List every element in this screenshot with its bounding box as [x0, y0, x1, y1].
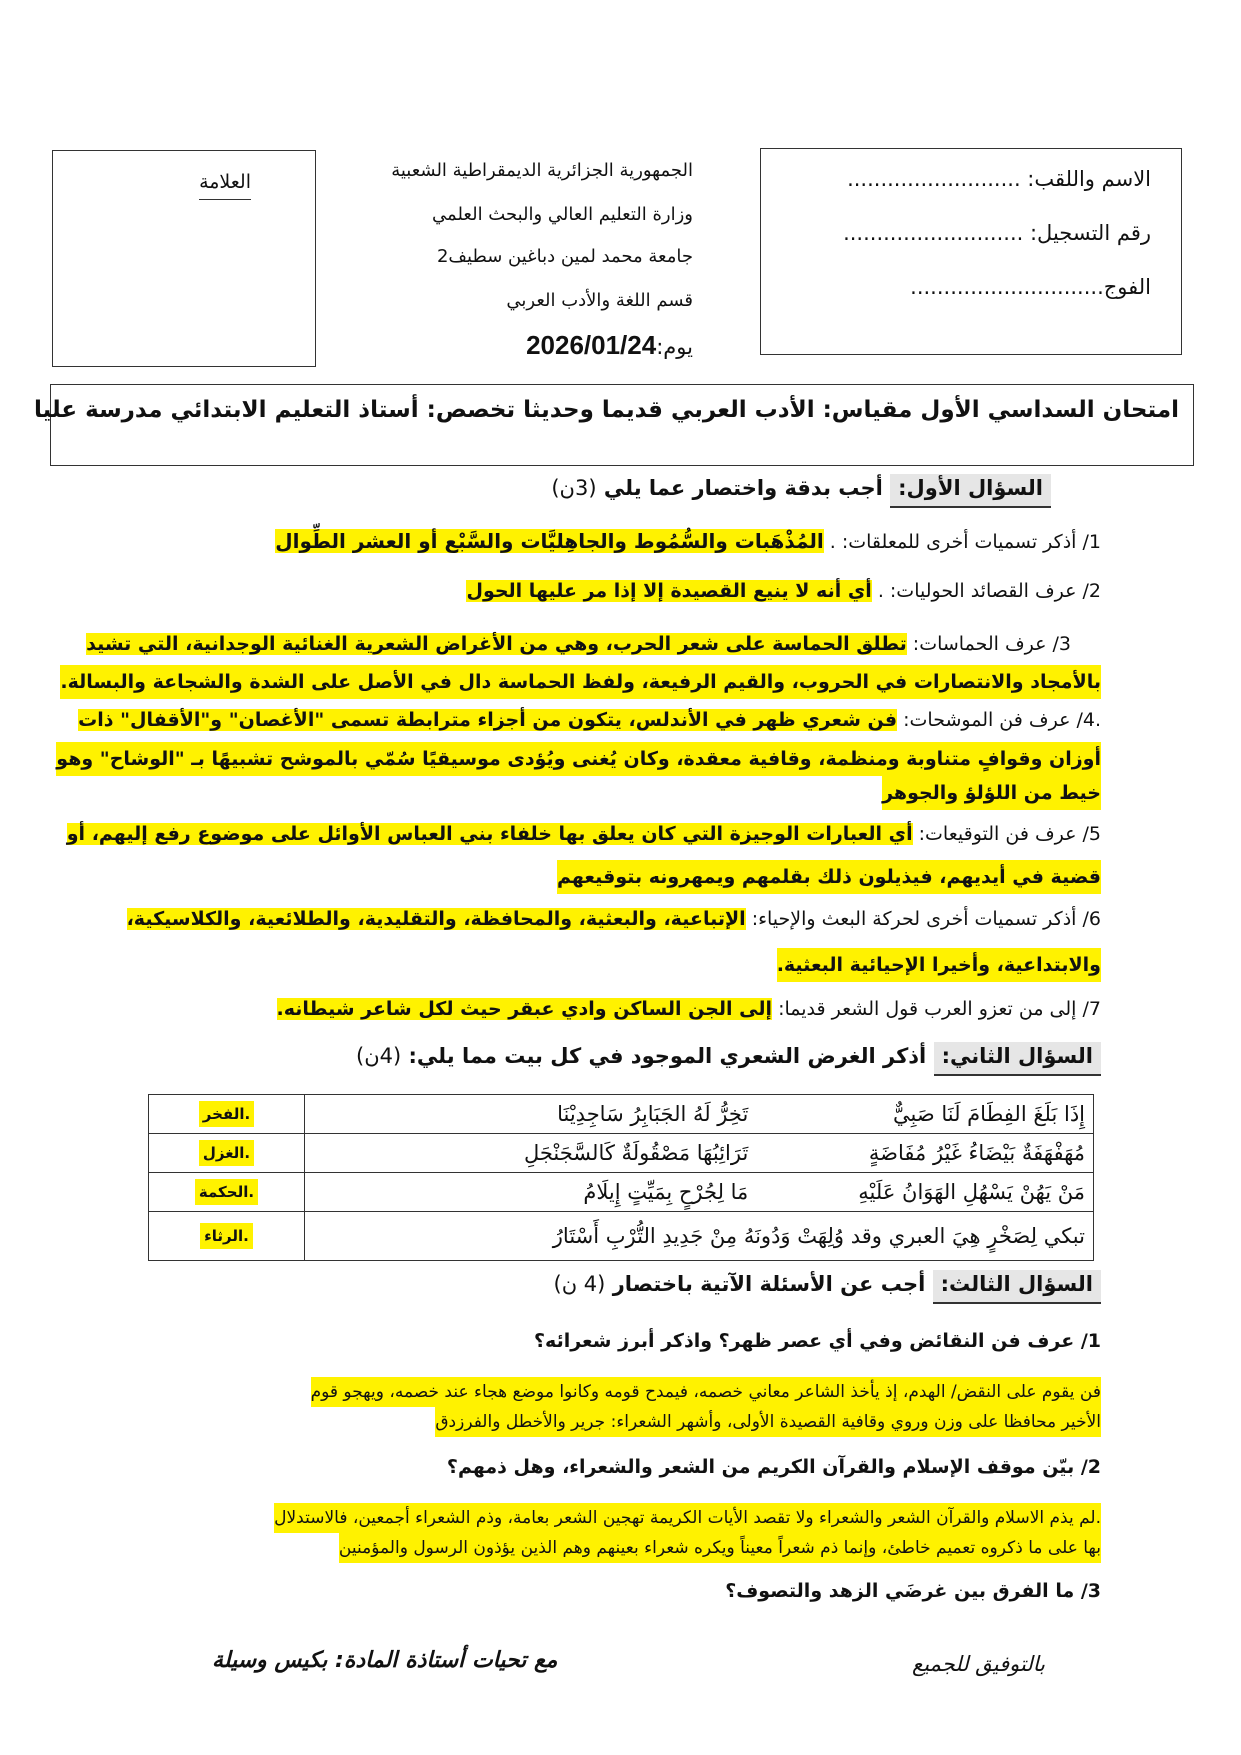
institution-line-1: الجمهورية الجزائرية الديمقراطية الشعبية — [391, 160, 693, 181]
poem-purpose: .الرثاء — [200, 1223, 253, 1249]
q1-item-7-answer: إلى الجن الساكن وادي عبقر حيث لكل شاعر شيطانه. — [276, 998, 773, 1020]
poem-purpose: .الغزل — [199, 1140, 254, 1166]
q1-item-3 — [86, 627, 1071, 661]
q2-label: السؤال الثاني: — [934, 1042, 1101, 1076]
registration-field[interactable]: رقم التسجيل: ........................... — [843, 221, 1151, 245]
q1-item-1-answer: المُذْهَبات والسُّمُوط والجاهِليَّات والسَّبْع أو العشر الطِّوال — [275, 529, 824, 553]
q1-item-6 — [127, 902, 1101, 936]
q1-item-4-answer: فن شعري ظهر في الأندلس، يتكون من أجزاء مترابطة تسمى "الأغصان" و"الأقفال" ذات — [78, 709, 898, 731]
closing-wish: بالتوفيق للجميع — [912, 1652, 1045, 1676]
q1-item-7-question: 7/ إلى من تعزو العرب قول الشعر قديما: — [778, 998, 1101, 1020]
poem-row — [149, 1173, 1094, 1212]
q3-points: (4 ن) — [553, 1272, 606, 1296]
poem-verse — [305, 1095, 1094, 1134]
q1-item-1 — [275, 524, 1101, 559]
poem-purpose-cell — [149, 1134, 305, 1173]
poem-purpose: .الحكمة — [195, 1179, 258, 1205]
poem-hemistich-1: إِذَا بَلَغَ الفِطَامَ لَنَا صَبِيٌّ — [893, 1102, 1085, 1126]
q2-instruction: أذكر الغرض الشعري الموجود في كل بيت مما يلي: — [408, 1044, 927, 1068]
q3-answer-1-line-1: فن يقوم على النقض/ الهدم، إذ يأخذ الشاعر معاني خصمه، فيمدح قومه وكانوا موضع هجاء عند خصمه، ويهجو قوم — [311, 1377, 1101, 1407]
q3-answer-1-line-2: الأخير محافظا على وزن وروي وقافية القصيدة الأولى، وأشهر الشعراء: جرير والأخطل والفرزدق — [435, 1407, 1101, 1437]
q3-question-1: 1/ عرف فن النقائض وفي أي عصر ظهر؟ واذكر أبرز شعرائه؟ — [534, 1330, 1101, 1352]
q1-instruction: أجب بدقة واختصار عما يلي — [603, 476, 883, 500]
q1-item-4-question: .4/ عرف فن الموشحات: — [903, 709, 1101, 731]
q1-item-1-question: 1/ أذكر تسميات أخرى للمعلقات: . — [829, 531, 1101, 553]
grade-box — [52, 150, 316, 367]
q1-item-2-question: 2/ عرف القصائد الحوليات: . — [877, 580, 1101, 602]
group-field[interactable]: الفوج............................. — [910, 275, 1151, 299]
q1-item-6-answer-cont: والابتداعية، وأخيرا الإحيائية البعثية. — [777, 948, 1101, 982]
institution-line-4: قسم اللغة والأدب العربي — [506, 290, 693, 311]
q1-item-3-question: 3/ عرف الحماسات: — [912, 633, 1071, 655]
institution-line-2: وزارة التعليم العالي والبحث العلمي — [432, 204, 693, 225]
poetry-table — [148, 1094, 1094, 1261]
poem-hemistich-2: تَخِرُّ لَهُ الجَبَابِرُ سَاجِدِيْنَا — [557, 1102, 749, 1126]
q1-item-2-answer: أي أنه لا ينيع القصيدة إلا إذا مر عليها الحول — [466, 580, 872, 602]
poem-row — [149, 1212, 1094, 1261]
poem-row — [149, 1095, 1094, 1134]
q1-item-7 — [277, 992, 1101, 1026]
q2-points: (4ن) — [356, 1044, 402, 1068]
q1-item-6-question: 6/ أذكر تسميات أخرى لحركة البعث والإحياء: — [751, 908, 1101, 930]
exam-date: 2026/01/24 — [526, 330, 657, 360]
q1-item-6-answer: الإتباعية، والبعثية، والمحافظة، والتقليدية، والطلائعية، والكلاسيكية، — [126, 908, 746, 930]
poem-hemistich-2: تَرَائِبُهَا مَصْقُولَةٌ كَالسَّجَنْجَلِ — [523, 1141, 749, 1165]
q1-item-2 — [466, 574, 1101, 608]
q1-item-5-question: 5/ عرف فن التوقيعات: — [918, 823, 1101, 845]
q1-item-4 — [78, 703, 1101, 737]
poem-verse — [305, 1134, 1094, 1173]
q3-instruction: أجب عن الأسئلة الآتية باختصار — [612, 1272, 926, 1296]
exam-title-box — [33, 384, 1194, 466]
grade-label: العلامة — [199, 171, 251, 200]
poem-purpose-cell — [149, 1212, 305, 1261]
q3-answer-2-line-1: .لم يذم الاسلام والقرآن الشعر والشعراء ولا تقصد الأيات الكريمة تهجين الشعر بعامة، وذم الشعراء أجمعين، فالاستدلال — [274, 1503, 1101, 1533]
poem-row — [149, 1134, 1094, 1173]
q1-item-3-answer: تطلق الحماسة على شعر الحرب، وهي من الأغراض الشعرية الغنائية الوجدانية، التي تشيد — [86, 633, 907, 655]
q1-item-5 — [67, 817, 1101, 851]
poem-purpose: .الفخر — [199, 1101, 254, 1127]
q1-item-3-answer-cont: بالأمجاد والانتصارات في الحروب، والقيم الرفيعة، ولفظ الحماسة دال في الأصل على الشدة والشجاعة والبسالة. — [60, 665, 1101, 699]
poem-purpose-cell — [149, 1173, 305, 1212]
q1-points: (3ن) — [551, 476, 597, 500]
poem-purpose-cell — [149, 1095, 305, 1134]
day-label: يوم: — [656, 335, 693, 359]
poem-hemistich-2: مَا لِجُرْحٍ بِمَيِّتٍ إِيلَامُ — [583, 1180, 749, 1204]
poem-hemistich-1: مَنْ يَهُنْ يَسْهُلِ الهَوَانُ عَلَيْهِ — [858, 1180, 1085, 1204]
student-info-box — [760, 148, 1182, 355]
poem-full-verse: تبكي لِصَخْرٍ هِيَ العبري وقد وُلِهَتْ وَدُونَهُ مِنْ جَدِيدِ التُّرْبِ أَسْتَارُ — [552, 1224, 1085, 1248]
q1-heading — [551, 476, 1051, 500]
poem-hemistich-1: مُهَفْهَفَةٌ بَيْضَاءُ غَيْرُ مُفَاضَةٍ — [868, 1141, 1085, 1165]
name-field[interactable]: الاسم واللقب: .......................... — [847, 167, 1151, 191]
exam-date-line — [526, 330, 693, 361]
q2-heading — [356, 1044, 1101, 1068]
q1-item-5-answer-cont: قضية في أيديهم، فيذيلون ذلك بقلمهم ويمهرونه بتوقيعهم — [557, 860, 1101, 894]
q3-heading — [554, 1272, 1102, 1296]
q3-label: السؤال الثالث: — [933, 1270, 1101, 1304]
institution-line-3: جامعة محمد لمين دباغين سطيف2 — [436, 246, 693, 267]
poem-verse — [305, 1173, 1094, 1212]
q1-label: السؤال الأول: — [890, 474, 1051, 508]
poem-verse — [305, 1212, 1094, 1261]
q1-item-4-answer-cont-2: خيط من اللؤلؤ والجوهر — [882, 776, 1101, 810]
q1-item-4-answer-cont: أوزان وقوافٍ متناوبة ومنظمة، وقافية معقدة، وكان يُغنى ويُؤدى موسيقيًا سُمّي بالموشح تشبيهًا بـ "الوشاح" وهو — [56, 742, 1101, 776]
q3-answer-2-line-2: بها على ما ذكروه تعميم خاطئ، وإنما ذم شعراً معيناً ويكره شعراء بعينهم وهم الذين يؤذون الرسول والمؤمنين — [339, 1533, 1101, 1563]
q1-item-5-answer: أي العبارات الوجيزة التي كان يعلق بها خلفاء بني العباس الأوائل على موضوع رفع إليهم، أو — [66, 823, 913, 845]
q3-question-2: 2/ بيّن موقف الإسلام والقرآن الكريم من الشعر والشعراء، وهل ذمهم؟ — [446, 1456, 1101, 1478]
exam-title: امتحان السداسي الأول مقياس: الأدب العربي قديما وحديثا تخصص: أستاذ التعليم الابتدائي مدرسة عليا — [33, 397, 1179, 423]
q3-question-3: 3/ ما الفرق بين غرضَي الزهد والتصوف؟ — [725, 1580, 1101, 1602]
teacher-signature: مع تحيات أستاذة المادة: بكيس وسيلة — [212, 1648, 558, 1673]
